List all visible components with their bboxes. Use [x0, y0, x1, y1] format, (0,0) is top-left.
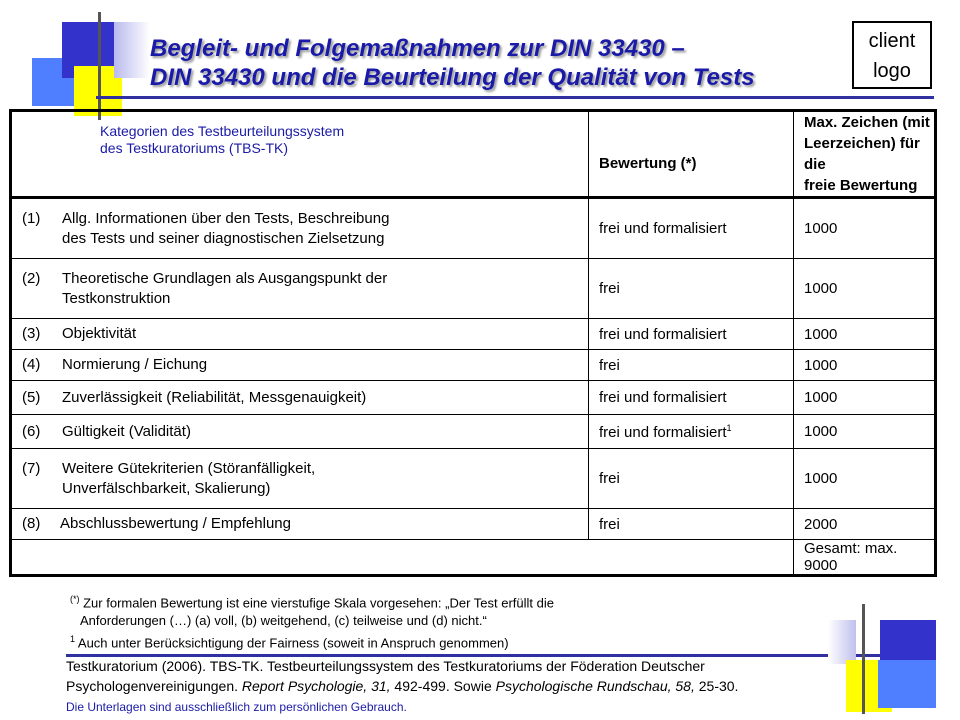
footnote-one-marker: 1 — [70, 634, 76, 645]
table-row — [11, 415, 936, 449]
row-max: 1000 — [794, 350, 936, 381]
row-max: 1000 — [794, 319, 936, 350]
row-number: (5) — [22, 388, 41, 406]
slide-title-line2: DIN 33430 und die Beurteilung der Qualität von Tests — [150, 64, 755, 91]
row-max: 1000 — [794, 415, 936, 449]
row-number: (4) — [22, 356, 41, 373]
row-number: (6) — [22, 422, 41, 440]
footnote-marker: 1 — [726, 422, 732, 433]
table-row — [11, 319, 936, 350]
row-label: Zuverlässigkeit (Reliabilität, Messgenauigkeit) — [62, 388, 367, 406]
decor-square-lightblue-bottom — [878, 660, 936, 708]
row-max: 2000 — [794, 509, 936, 540]
row-label: Allg. Informationen über den Tests, Beschreibung — [62, 209, 390, 227]
row-rating: frei und formalisiert — [589, 381, 794, 415]
row-max: 1000 — [794, 259, 936, 319]
footer-disclaimer: Die Unterlagen sind ausschließlich zum persönlichen Gebrauch. — [66, 700, 407, 714]
row-max: 1000 — [794, 381, 936, 415]
row-rating: frei — [589, 350, 794, 381]
row-number: (8) — [22, 515, 41, 532]
table-row — [11, 509, 936, 540]
logo-text-line2: logo — [873, 60, 911, 82]
total-value: Gesamt: max. 9000 — [794, 540, 936, 576]
row-rating: frei und formalisiert — [589, 198, 794, 259]
row-label: Weitere Gütekriterien (Störanfälligkeit, — [62, 459, 316, 477]
slide-title-line1: Begleit- und Folgemaßnahmen zur DIN 33430 – — [150, 35, 685, 62]
row-label: Objektivität — [62, 325, 137, 342]
row-label: Abschlussbewertung / Empfehlung — [60, 515, 291, 532]
row-number: (3) — [22, 325, 41, 342]
row-rating: frei und formalisiert — [589, 319, 794, 350]
row-number: (7) — [22, 459, 41, 477]
row-label: Theoretische Grundlagen als Ausgangspunkt der — [62, 269, 388, 287]
table-row: (2) Theoretische Grundlagen als Ausgangspunkt der Testkonstruktion frei 1000 — [11, 259, 936, 319]
reference-citation: Testkuratorium (2006). TBS-TK. Testbeurteilungssystem des Testkuratoriums der Föderation Deutscher Psychologenvereinigungen. Report Psychologie, 31, 492-499. Sowie Psychologische Rundschau, 58, 25-30. — [66, 658, 739, 694]
decor-vertical-line — [98, 12, 101, 120]
client-logo — [852, 21, 932, 89]
table-row — [11, 350, 936, 381]
table-row: (1) Allg. Informationen über den Tests, Beschreibung des Tests und seiner diagnostischen Zielsetzung frei und formalisiert 1000 — [11, 198, 936, 259]
row-label: Normierung / Eichung — [62, 356, 208, 373]
footnote-star: (*) Zur formalen Bewertung ist eine vierstufige Skala vorgesehen: „Der Test erfüllt die Anforderungen (…) (a) voll, (b) weitgehend, (c) teilweise und (d) nicht.“ $^1$ Auch unter Berücksichtigung der Fairness (soweit in Anspruch genommen) — [70, 594, 554, 651]
header-max-chars: Max. Zeichen (mit Leerzeichen) für die freie Bewertung — [794, 111, 936, 198]
decor-vertical-line-bottom — [862, 604, 865, 714]
header-rating: Bewertung (*) — [589, 111, 794, 198]
row-rating: frei — [589, 449, 794, 509]
table-row: (7) Weitere Gütekriterien (Störanfälligkeit, Unverfälschbarkeit, Skalierung) frei 1000 — [11, 449, 936, 509]
row-rating: frei — [589, 259, 794, 319]
row-number: (1) — [22, 209, 41, 227]
title-underline — [96, 96, 934, 99]
decor-gradient — [114, 22, 150, 78]
row-label: Gültigkeit (Validität) — [62, 422, 191, 440]
table-row — [11, 381, 936, 415]
row-max: 1000 — [794, 449, 936, 509]
table-total-row — [11, 540, 936, 576]
footnote-star-marker: (*) — [70, 594, 80, 604]
decor-gradient-bottom — [828, 620, 856, 664]
tbs-tk-table — [9, 109, 937, 577]
row-rating: frei — [589, 509, 794, 540]
header-categories: Kategorien des Testbeurteilungssystem des Testkuratoriums (TBS-TK) — [11, 111, 589, 198]
row-max: 1000 — [794, 198, 936, 259]
row-rating: frei und formalisiert$^1$ — [589, 415, 794, 449]
row-number: (2) — [22, 269, 41, 287]
table-header-row — [11, 111, 936, 198]
logo-text-line1: client — [868, 30, 916, 52]
